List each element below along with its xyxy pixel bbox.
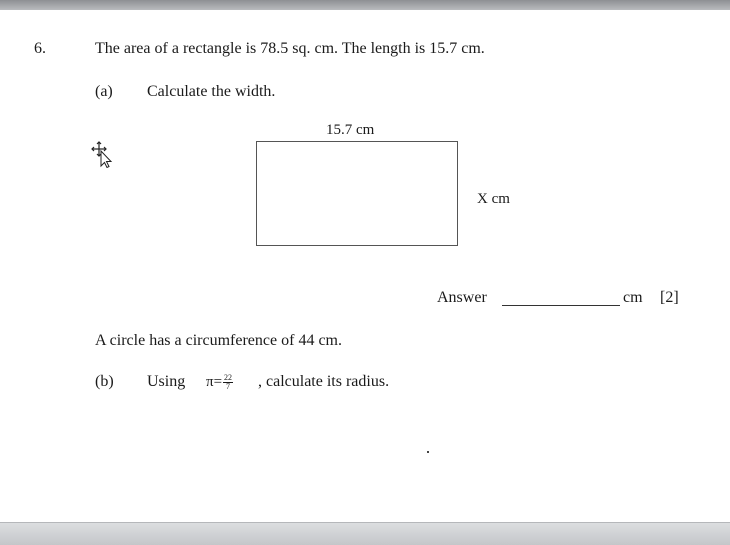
equals-sign: = [213, 374, 223, 390]
answer-label: Answer [437, 289, 487, 306]
fraction-denominator: 7 [226, 381, 231, 391]
question-stem: The area of a rectangle is 78.5 sq. cm. The length is 15.7 cm. [95, 40, 485, 57]
part-b-text: , calculate its radius. [258, 373, 390, 390]
answer-blank-line [502, 305, 620, 306]
viewer-top-bar [0, 0, 730, 10]
part-b-label: (b) [95, 373, 114, 390]
pi-fraction [223, 374, 233, 391]
part-b-using-text: Using [147, 373, 186, 390]
pi-symbol: π [206, 374, 214, 390]
rectangle-diagram [256, 141, 458, 246]
viewer-bottom-bar [0, 522, 730, 545]
part-a-label: (a) [95, 83, 113, 100]
move-cursor-icon [90, 140, 114, 168]
stray-mark [427, 451, 429, 453]
fraction-numerator: 22 [224, 372, 233, 382]
circle-stem: A circle has a circumference of 44 cm. [95, 332, 342, 349]
part-a-text: Calculate the width. [147, 83, 276, 100]
question-number: 6. [34, 40, 46, 57]
pi-formula [206, 373, 234, 391]
answer-marks: [2] [660, 289, 679, 306]
rectangle-length-label: 15.7 cm [326, 122, 375, 138]
answer-unit: cm [623, 289, 643, 306]
rectangle-width-label: X cm [477, 191, 510, 207]
